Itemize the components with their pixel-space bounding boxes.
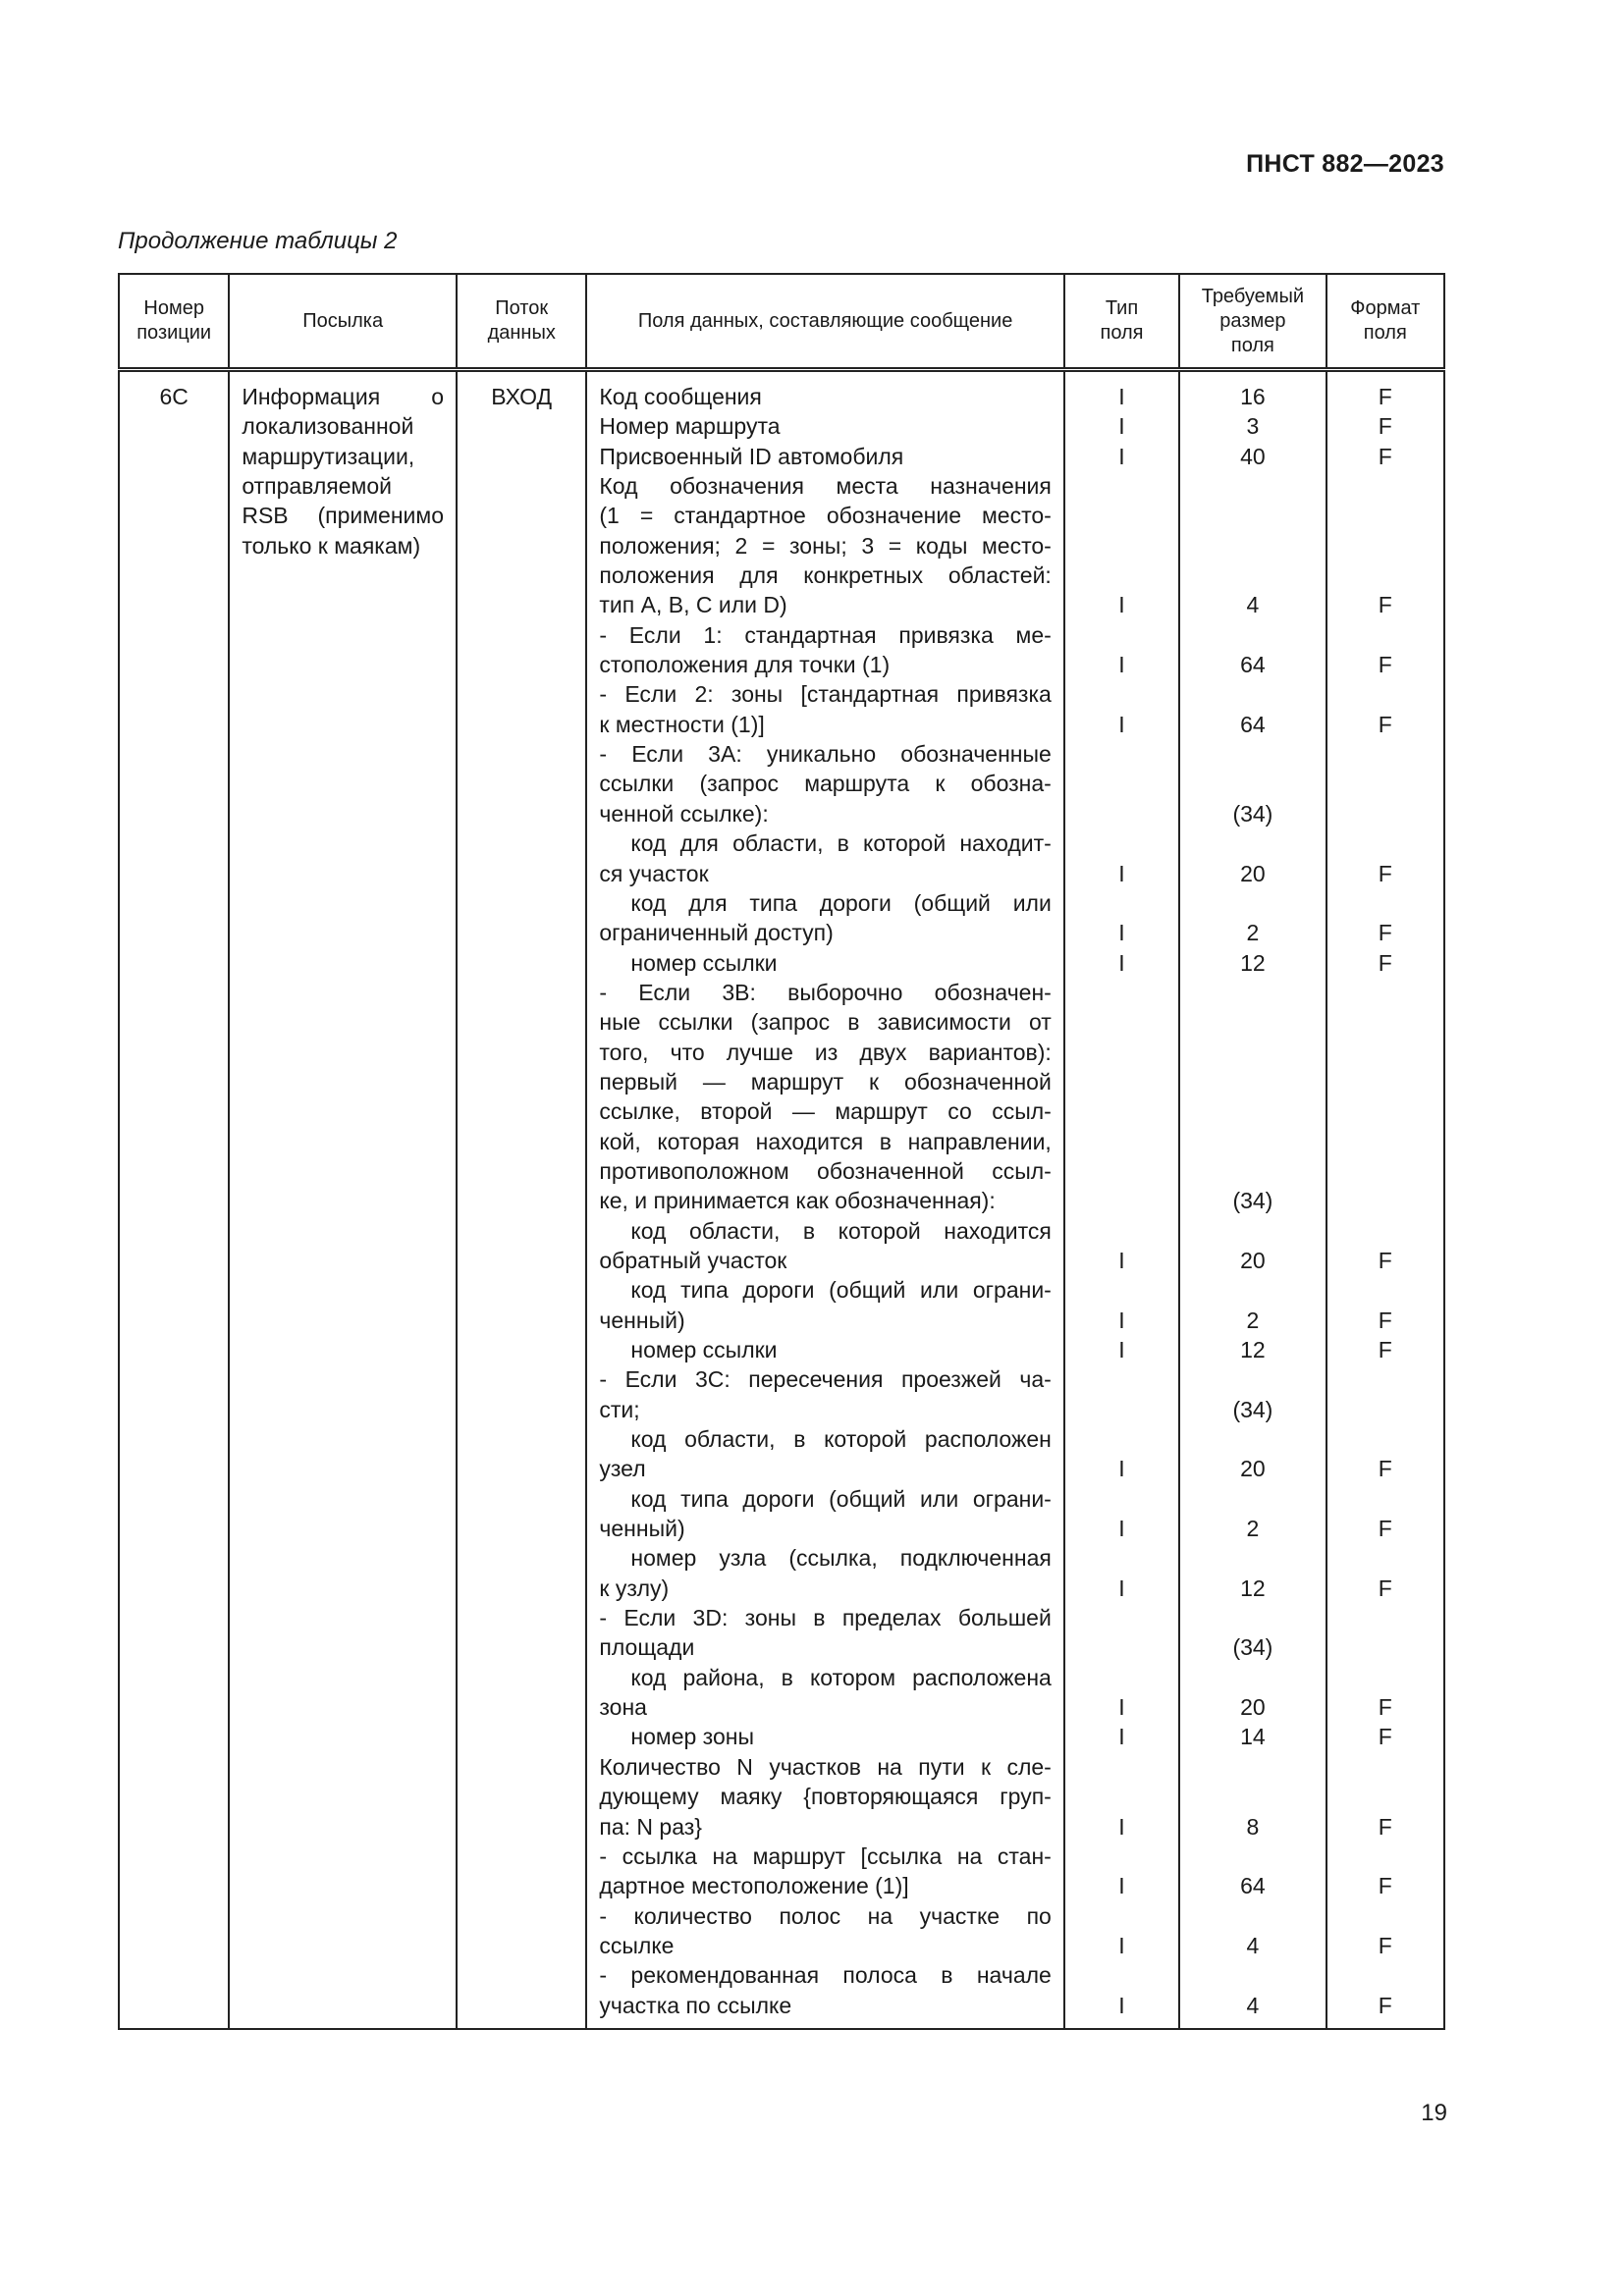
field-type-cell (1064, 370, 1179, 2029)
field-description-line: того, что лучше из двух вариантов): (599, 1039, 1052, 1065)
field-format-value (1339, 1067, 1432, 1096)
field-description-line: номер ссылки (630, 1337, 778, 1362)
field-type-value (1077, 1960, 1166, 1990)
field-type-value (1077, 1484, 1166, 1514)
field-size-value: 3 (1246, 413, 1260, 440)
field-size-value: 12 (1240, 1575, 1266, 1601)
header-line: Требуемый (1201, 285, 1305, 307)
field-description-line: площади (599, 1634, 695, 1661)
header-line: поля (1363, 322, 1407, 344)
field-format-value: F (1378, 1873, 1392, 1899)
field-format-value: F (1378, 1694, 1392, 1721)
field-type-value: I (1118, 413, 1125, 440)
field-size-value (1192, 1127, 1313, 1156)
field-format-value: F (1378, 1456, 1392, 1482)
field-description-line: код района, в котором расположена (630, 1664, 1052, 1690)
field-size-value (1192, 1275, 1313, 1305)
field-size-value: 40 (1240, 443, 1266, 469)
field-description-line: ссылке, второй — маршрут со ссыл- (599, 1098, 1052, 1125)
field-size-value: 2 (1246, 1516, 1260, 1542)
field-description-line: ке, и принимается как обозначенная): (599, 1188, 996, 1214)
field-description-line: сти; (599, 1396, 640, 1422)
field-type-value (1077, 1632, 1166, 1662)
field-format-value (1339, 1752, 1432, 1782)
field-description-line: противоположном обозначенной ссыл- (599, 1157, 1052, 1184)
field-size-value (1192, 561, 1313, 590)
field-type-value (1077, 769, 1166, 798)
field-type-value: I (1118, 1307, 1125, 1333)
header-line: поля (1100, 322, 1144, 344)
field-description-line: код для типа дороги (общий или (630, 889, 1052, 916)
field-description-line: код области, в которой находится (630, 1217, 1052, 1244)
field-format-value: F (1378, 1724, 1392, 1750)
field-type-value (1077, 1067, 1166, 1096)
field-type-value (1077, 888, 1166, 918)
field-size-value: 2 (1246, 920, 1260, 946)
field-description-line: дартное местоположение (1)] (599, 1873, 909, 1899)
header-line: данных (487, 322, 556, 344)
field-description-line: код типа дороги (общий или ограни- (630, 1485, 1052, 1512)
field-format-value (1339, 1186, 1432, 1215)
field-format-value (1339, 1842, 1432, 1871)
field-size-value: 20 (1240, 860, 1266, 886)
field-size-value: 12 (1240, 1337, 1266, 1362)
field-size-value (1192, 978, 1313, 1007)
field-size-value (1192, 769, 1313, 798)
field-format-value: F (1378, 1992, 1392, 2018)
field-format-value: F (1378, 384, 1392, 409)
field-format-value (1339, 1007, 1432, 1037)
field-size-value (1192, 620, 1313, 650)
header-data-flow (457, 274, 586, 370)
field-format-value (1339, 828, 1432, 858)
field-description-line: к местности (1)] (599, 711, 765, 737)
field-size-value (1192, 1067, 1313, 1096)
header-line: Номер (143, 297, 204, 319)
field-format-value: F (1378, 1337, 1392, 1362)
field-format-value (1339, 1156, 1432, 1186)
field-type-value (1077, 1901, 1166, 1931)
field-size-value: (34) (1232, 800, 1273, 827)
field-description-line: кой, которая находится в направлении, (599, 1128, 1052, 1154)
field-size-value: 64 (1240, 711, 1266, 737)
data-flow: ВХОД (491, 384, 553, 409)
field-size-value (1192, 888, 1313, 918)
field-format-value: F (1378, 949, 1392, 976)
header-field-format (1326, 274, 1444, 370)
parcel-line: RSB (применимо (242, 503, 444, 529)
field-size-value (1192, 1782, 1313, 1811)
field-type-value (1077, 1096, 1166, 1126)
field-format-value (1339, 888, 1432, 918)
field-size-value (1192, 1663, 1313, 1692)
field-type-value: I (1118, 1247, 1125, 1273)
field-type-value (1077, 1603, 1166, 1632)
field-type-value: I (1118, 1813, 1125, 1840)
field-description-line: - рекомендованная полоса в начале (599, 1962, 1052, 1989)
field-format-value: F (1378, 860, 1392, 886)
field-type-value: I (1118, 949, 1125, 976)
field-size-value (1192, 1960, 1313, 1990)
document-code: ПНСТ 882—2023 (1246, 150, 1444, 178)
field-size-value (1192, 1007, 1313, 1037)
field-size-value: 64 (1240, 652, 1266, 678)
field-format-value (1339, 679, 1432, 709)
table-continuation-caption: Продолжение таблицы 2 (118, 228, 398, 254)
field-type-value (1077, 1156, 1166, 1186)
field-type-value (1077, 531, 1166, 561)
field-size-value (1192, 1543, 1313, 1573)
field-size-value: 2 (1246, 1307, 1260, 1333)
field-format-value (1339, 1663, 1432, 1692)
field-description-line: ся участок (599, 860, 709, 886)
field-format-value (1339, 1424, 1432, 1454)
field-type-value (1077, 799, 1166, 828)
field-description-line: узел (599, 1456, 646, 1482)
field-format-value (1339, 501, 1432, 530)
field-format-value (1339, 978, 1432, 1007)
field-format-value: F (1378, 711, 1392, 737)
field-size-value: 14 (1240, 1724, 1266, 1750)
field-description-line: к узлу) (599, 1575, 670, 1601)
field-type-value (1077, 739, 1166, 769)
data-flow-cell (457, 370, 586, 2029)
field-format-value (1339, 561, 1432, 590)
field-type-value (1077, 1216, 1166, 1246)
field-size-value: 20 (1240, 1247, 1266, 1273)
field-description-line: Количество N участков на пути к сле- (599, 1753, 1052, 1780)
field-format-value (1339, 1901, 1432, 1931)
field-type-value (1077, 1127, 1166, 1156)
field-format-value: F (1378, 1307, 1392, 1333)
field-size-value: 8 (1246, 1813, 1260, 1840)
field-description-line: дующему маяку {повторяющаяся груп- (599, 1784, 1052, 1810)
field-size-value: 64 (1240, 1873, 1266, 1899)
field-size-value: 16 (1240, 384, 1266, 409)
field-description-line: ченной ссылке): (599, 800, 769, 827)
field-description-line: - Если 3А: уникально обозначенные (599, 741, 1052, 768)
field-size-value (1192, 531, 1313, 561)
field-description-line: участка по ссылке (599, 1992, 792, 2018)
field-type-value: I (1118, 1575, 1125, 1601)
field-type-value (1077, 679, 1166, 709)
field-type-value (1077, 1364, 1166, 1394)
header-line: размер (1219, 309, 1286, 332)
field-format-cell (1326, 370, 1444, 2029)
header-position-number (119, 274, 229, 370)
field-type-value (1077, 1782, 1166, 1811)
field-description-line: - Если 3С: пересечения проезжей ча- (599, 1366, 1052, 1393)
field-description-line: код для области, в которой находит- (630, 830, 1052, 857)
field-description-line: ссылке (599, 1932, 675, 1958)
field-format-value: F (1378, 413, 1392, 440)
field-type-value (1077, 978, 1166, 1007)
field-type-value: I (1118, 1873, 1125, 1899)
field-description-line: - Если 3D: зоны в пределах большей (599, 1605, 1052, 1631)
field-size-value (1192, 739, 1313, 769)
field-description-line: ченный) (599, 1516, 685, 1542)
field-format-value: F (1378, 920, 1392, 946)
field-type-value (1077, 1186, 1166, 1215)
field-type-value: I (1118, 384, 1125, 409)
field-type-value (1077, 620, 1166, 650)
header-field-type (1064, 274, 1179, 370)
page-number: 19 (1421, 2100, 1447, 2126)
field-format-value (1339, 1395, 1432, 1424)
field-size-value: (34) (1232, 1634, 1273, 1661)
field-type-value (1077, 1424, 1166, 1454)
field-type-value (1077, 561, 1166, 590)
field-format-value (1339, 1543, 1432, 1573)
field-size-value (1192, 1484, 1313, 1514)
parcel-line: локализованной (242, 413, 414, 440)
field-description-line: - Если 3В: выборочно обозначен- (599, 979, 1052, 1005)
field-description-line: номер ссылки (630, 949, 778, 976)
field-format-value (1339, 1364, 1432, 1394)
header-line: Тип (1105, 297, 1139, 319)
field-type-value (1077, 1007, 1166, 1037)
field-type-value: I (1118, 1337, 1125, 1362)
field-description-line: обратный участок (599, 1247, 787, 1273)
field-format-value (1339, 620, 1432, 650)
field-type-value (1077, 501, 1166, 530)
field-size-value (1192, 1038, 1313, 1067)
field-size-value: 12 (1240, 949, 1266, 976)
field-size-value (1192, 1096, 1313, 1126)
header-line: Формат (1350, 297, 1421, 319)
field-type-value: I (1118, 652, 1125, 678)
field-description-line: Код сообщения (599, 384, 762, 409)
field-size-value: 20 (1240, 1456, 1266, 1482)
field-format-value (1339, 471, 1432, 501)
field-size-value (1192, 1752, 1313, 1782)
field-description-line: ные ссылки (запрос в зависимости от (599, 1009, 1052, 1036)
field-size-value (1192, 1156, 1313, 1186)
field-description-line: номер узла (ссылка, подключенная (630, 1545, 1052, 1572)
field-description-line: положения для конкретных областей: (599, 562, 1052, 589)
parcel-line: Информация о (242, 384, 444, 409)
field-format-value (1339, 769, 1432, 798)
field-description-line: - количество полос на участке по (599, 1902, 1052, 1929)
field-type-value: I (1118, 443, 1125, 469)
field-description-line: ченный) (599, 1307, 685, 1333)
header-line: поля (1230, 334, 1274, 356)
field-format-value (1339, 1632, 1432, 1662)
field-size-value (1192, 1364, 1313, 1394)
field-size-value (1192, 679, 1313, 709)
field-description-line: ссылки (запрос маршрута к обозна- (599, 771, 1052, 797)
field-format-value (1339, 1484, 1432, 1514)
position-number: 6С (159, 384, 189, 409)
header-line: Поток (495, 297, 549, 319)
field-format-value (1339, 739, 1432, 769)
field-format-value (1339, 1038, 1432, 1067)
field-format-value: F (1378, 1247, 1392, 1273)
field-size-value: 20 (1240, 1694, 1266, 1721)
field-format-value (1339, 1216, 1432, 1246)
field-size-value (1192, 1901, 1313, 1931)
field-description-line: код области, в которой расположен (630, 1426, 1052, 1453)
field-description-line: первый — маршрут к обозначенной (599, 1068, 1052, 1095)
field-format-value: F (1378, 1516, 1392, 1542)
header-parcel (229, 274, 457, 370)
header-line: позиции (136, 322, 212, 344)
field-size-value: (34) (1232, 1396, 1273, 1422)
field-description-line: Присвоенный ID автомобиля (599, 443, 904, 469)
field-type-value (1077, 1663, 1166, 1692)
field-size-value (1192, 1603, 1313, 1632)
parcel-line: только к маякам) (242, 532, 421, 559)
field-type-value: I (1118, 1932, 1125, 1958)
header-line: Поля данных, составляющие сообщение (637, 309, 1013, 332)
table-header-row (119, 274, 1444, 370)
field-type-value (1077, 1842, 1166, 1871)
field-type-value: I (1118, 1516, 1125, 1542)
parcel-cell (229, 370, 457, 2029)
field-size-value (1192, 471, 1313, 501)
field-size-value (1192, 1216, 1313, 1246)
header-line: Посылка (302, 309, 384, 332)
field-description-line: положения; 2 = зоны; 3 = коды место- (599, 532, 1052, 559)
field-type-value: I (1118, 1724, 1125, 1750)
field-type-value (1077, 828, 1166, 858)
parcel-line: маршрутизации, (242, 443, 415, 469)
field-description-line: зона (599, 1694, 647, 1721)
field-type-value (1077, 1038, 1166, 1067)
field-format-value: F (1378, 1813, 1392, 1840)
field-format-value: F (1378, 1932, 1392, 1958)
field-format-value: F (1378, 592, 1392, 618)
field-type-value: I (1118, 592, 1125, 618)
field-size-value (1192, 501, 1313, 530)
field-size-value: 4 (1246, 592, 1260, 618)
field-type-value (1077, 471, 1166, 501)
field-format-value: F (1378, 652, 1392, 678)
parcel-line: отправляемой (242, 473, 392, 500)
field-description-line: (1 = стандартное обозначение место- (599, 503, 1052, 529)
field-type-value: I (1118, 860, 1125, 886)
field-size-value: 4 (1246, 1992, 1260, 2018)
field-format-value (1339, 1782, 1432, 1811)
field-size-value (1192, 828, 1313, 858)
field-description-line: па: N раз} (599, 1813, 702, 1840)
header-data-fields (586, 274, 1063, 370)
field-type-value: I (1118, 1992, 1125, 2018)
table-row (119, 370, 1444, 2029)
field-format-value (1339, 1960, 1432, 1990)
field-size-value (1192, 1424, 1313, 1454)
field-description-line: код типа дороги (общий или ограни- (630, 1277, 1052, 1304)
field-description-line: тип А, В, С или D) (599, 592, 787, 618)
field-format-value (1339, 531, 1432, 561)
field-size-value (1192, 1842, 1313, 1871)
field-description-line: - Если 2: зоны [стандартная привязка (599, 681, 1052, 708)
field-format-value (1339, 799, 1432, 828)
field-type-value (1077, 1275, 1166, 1305)
field-type-value: I (1118, 711, 1125, 737)
field-type-value (1077, 1543, 1166, 1573)
field-type-value (1077, 1752, 1166, 1782)
field-size-value: 4 (1246, 1932, 1260, 1958)
field-format-value (1339, 1275, 1432, 1305)
field-size-cell (1179, 370, 1326, 2029)
field-type-value (1077, 1395, 1166, 1424)
field-format-value: F (1378, 1575, 1392, 1601)
field-type-value: I (1118, 920, 1125, 946)
position-number-cell (119, 370, 229, 2029)
field-description-line: номер зоны (630, 1724, 754, 1750)
field-description-line: Номер маршрута (599, 413, 781, 440)
field-type-value: I (1118, 1694, 1125, 1721)
field-description-line: ограниченный доступ) (599, 920, 834, 946)
field-type-value: I (1118, 1456, 1125, 1482)
data-fields-table (118, 273, 1445, 2030)
data-fields-cell (586, 370, 1063, 2029)
field-format-value (1339, 1096, 1432, 1126)
field-description-line: стоположения для точки (1) (599, 652, 891, 678)
field-description-line: - ссылка на маршрут [ссылка на стан- (599, 1842, 1052, 1869)
header-field-size (1179, 274, 1326, 370)
field-format-value (1339, 1127, 1432, 1156)
field-description-line: - Если 1: стандартная привязка ме- (599, 621, 1052, 648)
field-description-line: Код обозначения места назначения (599, 473, 1052, 500)
field-format-value: F (1378, 443, 1392, 469)
field-size-value: (34) (1232, 1188, 1273, 1214)
field-format-value (1339, 1603, 1432, 1632)
